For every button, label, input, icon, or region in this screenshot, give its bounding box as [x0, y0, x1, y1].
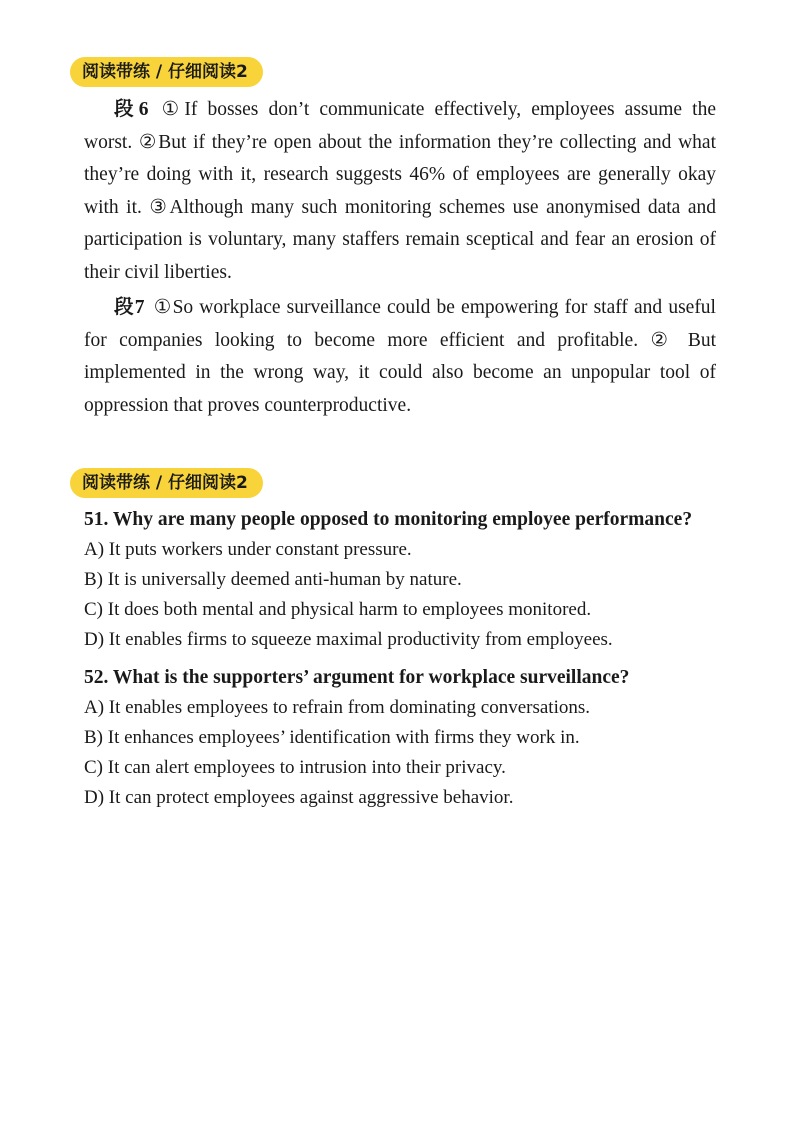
option-a: A) It puts workers under constant pressure. [84, 539, 412, 560]
option-b: B) It is universally deemed anti-human by nature. [84, 569, 462, 590]
question-stem: 52. What is the supporters’ argument for workplace surveillance? [84, 667, 630, 688]
paragraph-label: 段6 [114, 99, 149, 120]
question-52 [84, 663, 734, 813]
option-b: B) It enhances employees’ identification with firms they work in. [84, 727, 580, 748]
section-tag-questions: 阅读带练 / 仔细阅读2 [70, 468, 263, 498]
paragraph-text: ①So workplace surveillance could be empowering for staff and useful for companies looking to become more efficient and profitable. ② But implemented in the wrong way, it could also become an unpopular tool of oppression that proves counterproductive. [84, 297, 716, 416]
option-a: A) It enables employees to refrain from dominating conversations. [84, 697, 590, 718]
option-c: C) It does both mental and physical harm to employees monitored. [84, 599, 592, 620]
option-d: D) It can protect employees against aggressive behavior. [84, 787, 514, 808]
section-tag-reading: 阅读带练 / 仔细阅读2 [70, 57, 263, 87]
question-stem: 51. Why are many people opposed to monitoring employee performance? [84, 509, 693, 530]
question-51 [84, 505, 734, 655]
option-c: C) It can alert employees to intrusion into their privacy. [84, 757, 506, 778]
paragraph-text: ①If bosses don’t communicate effectively, employees assume the worst. ②But if they’re open about the information they’re collecting and what they’re doing with it, research suggests 46% of employees are generally okay with it. ③Although many such monitoring schemes use anonymised data and participation is voluntary, many staffers remain sceptical and fear an erosion of their civil liberties. [84, 99, 716, 283]
paragraph-7 [84, 292, 716, 422]
option-d: D) It enables firms to squeeze maximal productivity from employees. [84, 629, 613, 650]
paragraph-label: 段7 [114, 297, 145, 318]
paragraph-6 [84, 94, 716, 289]
